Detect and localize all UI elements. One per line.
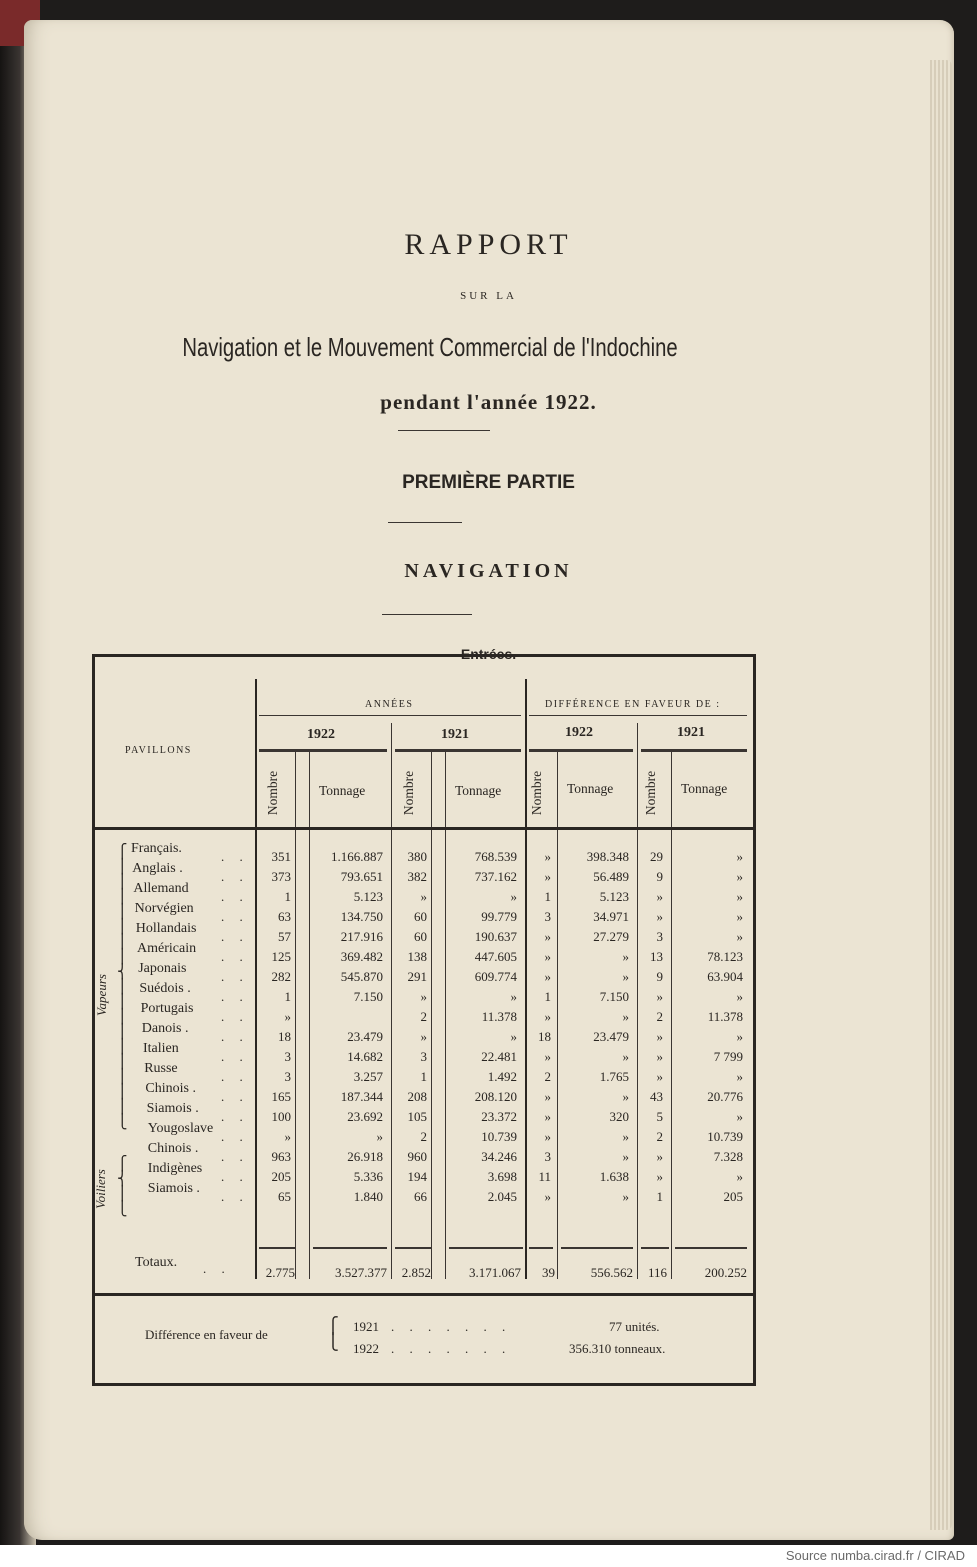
pavillon-name: Yougoslave [147, 1121, 214, 1136]
table-cell-t21: 99.779 [481, 909, 517, 924]
total-rule [675, 1247, 747, 1249]
table-cell-t21: 2.045 [487, 1189, 517, 1204]
table-cell-dn21: 2 [656, 1129, 663, 1144]
table-cell-dt21: » [736, 869, 743, 884]
table-cell-n22: 65 [278, 1189, 291, 1204]
table-cell-t22: 217.916 [340, 929, 383, 944]
diff-1921-header: 1921 [677, 725, 705, 740]
divider-2 [388, 522, 462, 523]
table-cell-dt21: » [736, 909, 743, 924]
pavillon-name: Portugais [140, 1001, 194, 1016]
pavillon-name: Danois . [141, 1021, 189, 1036]
totals-dots: . . [203, 1261, 231, 1276]
table-cell-dn21: » [656, 989, 663, 1004]
table-cell-dt21: 11.378 [707, 1009, 743, 1024]
total-n22: 2.775 [265, 1265, 295, 1280]
table-cell-n22: 1 [284, 989, 291, 1004]
leader-dots: . . [221, 1169, 249, 1184]
table-cell-dt22: » [622, 1149, 629, 1164]
difference-year-1922: 1922 [353, 1341, 379, 1356]
table-cell-dn22: » [544, 1189, 551, 1204]
table-cell-dt22: » [622, 969, 629, 984]
table-cell-t21: 208.120 [474, 1089, 517, 1104]
year-rule [529, 749, 633, 752]
year-1921-header: 1921 [441, 727, 469, 742]
table-cell-dt22: 398.348 [586, 849, 629, 864]
table-cell-n22: 165 [271, 1089, 291, 1104]
table-cell-n22: 351 [271, 849, 291, 864]
pavillon-name: Siamois . [146, 1101, 199, 1116]
year-rule [641, 749, 747, 752]
table-cell-t22: 23.479 [347, 1029, 383, 1044]
total-t22: 3.527.377 [335, 1265, 387, 1280]
table-cell-t22: 26.918 [347, 1149, 383, 1164]
leader-dots: . . [221, 989, 249, 1004]
pavillon-name: Italien [143, 1041, 179, 1056]
table-cell-n21: 960 [407, 1149, 427, 1164]
table-cell-n21: » [420, 889, 427, 904]
table-cell-dn21: 9 [656, 869, 663, 884]
leader-dots: . . . . . . . [391, 1319, 512, 1334]
divider-3 [382, 614, 472, 615]
divider-1 [398, 430, 490, 431]
table-cell-n22: 125 [271, 949, 291, 964]
table-cell-t21: » [510, 1029, 517, 1044]
table-cell-dt22: 1.638 [599, 1169, 629, 1184]
table-cell-t21: 768.539 [474, 849, 517, 864]
table-title: Entrées. [460, 646, 517, 662]
total-dt22: 556.562 [590, 1265, 633, 1280]
difference-header: DIFFÉRENCE EN FAVEUR DE : [545, 699, 721, 710]
leader-dots: . . [221, 1129, 249, 1144]
table-cell-dn22: » [544, 1109, 551, 1124]
table-cell-dn21: » [656, 909, 663, 924]
table-cell-dn22: » [544, 869, 551, 884]
table-cell-t22: » [376, 1129, 383, 1144]
pavillon-name: Américain [137, 941, 197, 956]
table-cell-dt21: 20.776 [707, 1089, 743, 1104]
table-cell-dt22: » [622, 1129, 629, 1144]
table-cell-dn21: » [656, 1069, 663, 1084]
table-cell-t22: 545.870 [340, 969, 383, 984]
report-title: RAPPORT [404, 228, 573, 261]
table-cell-n21: 66 [414, 1189, 427, 1204]
table-cell-dt22: 27.279 [593, 929, 629, 944]
table-cell-t21: » [510, 889, 517, 904]
table-cell-dn22: » [544, 1049, 551, 1064]
table-cell-dn21: » [656, 889, 663, 904]
table-cell-n22: 3 [284, 1049, 291, 1064]
table-cell-dt21: » [736, 1169, 743, 1184]
table-cell-t21: 190.637 [474, 929, 517, 944]
table-cell-t21: 3.698 [487, 1169, 517, 1184]
nombre-header: Nombre [529, 770, 545, 816]
total-n21: 2.852 [401, 1265, 431, 1280]
table-cell-dt22: » [622, 1189, 629, 1204]
table-cell-t21: 447.605 [474, 949, 517, 964]
table-cell-dn21: » [656, 1029, 663, 1044]
table-cell-t21: 22.481 [481, 1049, 517, 1064]
nombre-header: Nombre [401, 770, 417, 816]
table-cell-n22: 282 [271, 969, 291, 984]
pavillon-name: Japonais [138, 961, 187, 976]
table-cell-t22: 3.257 [353, 1069, 383, 1084]
table-cell-dn21: 43 [650, 1089, 663, 1104]
table-cell-n22: 373 [271, 869, 291, 884]
table-cell-t21: 23.372 [481, 1109, 517, 1124]
leader-dots: . . [221, 1189, 249, 1204]
leader-dots: . . [221, 1069, 249, 1084]
table-cell-dt21: 7 799 [713, 1049, 743, 1064]
table-cell-t22: 134.750 [340, 909, 383, 924]
leader-dots: . . [221, 1029, 249, 1044]
leader-dots: . . [221, 1009, 249, 1024]
table-cell-dt21: 7.328 [713, 1149, 743, 1164]
table-cell-t21: 10.739 [481, 1129, 517, 1144]
table-cell-dt21: » [736, 989, 743, 1004]
header-rule [95, 827, 753, 830]
table-cell-n21: » [420, 989, 427, 1004]
diff-1922-header: 1922 [565, 725, 593, 740]
table-cell-t21: » [510, 989, 517, 1004]
pavillon-name: Chinois . [147, 1141, 199, 1156]
table-cell-dn22: 1 [544, 889, 551, 904]
page-edges [930, 60, 952, 1530]
total-t21: 3.171.067 [469, 1265, 521, 1280]
table-cell-dn21: 5 [656, 1109, 663, 1124]
total-dn22: 39 [542, 1265, 555, 1280]
nombre-header: Nombre [265, 770, 281, 816]
table-cell-t22: 1.166.887 [331, 849, 383, 864]
table-cell-t22: 14.682 [347, 1049, 383, 1064]
total-dn21: 116 [647, 1265, 667, 1280]
table-cell-t22: 7.150 [353, 989, 383, 1004]
table-cell-dt21: » [736, 849, 743, 864]
table-cell-n21: 291 [407, 969, 427, 984]
table-cell-dn21: 2 [656, 1009, 663, 1024]
col-line [431, 751, 432, 1279]
year-rule [395, 749, 521, 752]
table-cell-dt22: » [622, 1009, 629, 1024]
table-cell-dt22: » [622, 1089, 629, 1104]
table-cell-dn21: » [656, 1169, 663, 1184]
table-cell-dn21: » [656, 1049, 663, 1064]
col-line [557, 751, 558, 1279]
table-cell-n22: 963 [271, 1149, 291, 1164]
entries-table [92, 654, 756, 1386]
leader-dots: . . [221, 889, 249, 904]
table-cell-dn22: » [544, 849, 551, 864]
table-cell-dt22: 5.123 [599, 889, 629, 904]
table-cell-dt21: » [736, 929, 743, 944]
pavillon-name: Chinois . [145, 1081, 196, 1096]
leader-dots: . . [221, 949, 249, 964]
table-cell-t22: 369.482 [340, 949, 383, 964]
table-cell-t22: 5.123 [353, 889, 383, 904]
table-cell-dt22: 56.489 [593, 869, 629, 884]
table-cell-n21: 60 [414, 929, 427, 944]
tonnage-header: Tonnage [455, 783, 502, 798]
table-cell-n22: 1 [284, 889, 291, 904]
leader-dots: . . [221, 969, 249, 984]
table-cell-dn22: 11 [538, 1169, 551, 1184]
table-cell-n21: 194 [407, 1169, 427, 1184]
table-cell-dn22: » [544, 949, 551, 964]
total-rule [449, 1247, 523, 1249]
table-cell-n22: 18 [278, 1029, 291, 1044]
table-cell-dt21: » [736, 889, 743, 904]
table-cell-dn22: 3 [544, 909, 551, 924]
table-cell-t21: 609.774 [474, 969, 517, 984]
leader-dots: . . [221, 909, 249, 924]
table-cell-n22: » [284, 1129, 291, 1144]
table-cell-t22: 23.692 [347, 1109, 383, 1124]
table-cell-t21: 1.492 [487, 1069, 517, 1084]
nombre-header: Nombre [643, 770, 659, 816]
brace-line [259, 715, 521, 716]
table-cell-dt21: 78.123 [707, 949, 743, 964]
table-cell-dn21: 29 [650, 849, 663, 864]
table-cell-n22: 63 [278, 909, 291, 924]
total-rule [259, 1247, 295, 1249]
report-subtitle: Navigation et le Mouvement Commercial de l'Indochine [182, 332, 678, 362]
total-rule [641, 1247, 669, 1249]
table-cell-dn21: 1 [656, 1189, 663, 1204]
voiliers-label: Voiliers [92, 1169, 108, 1209]
table-cell-n22: 205 [271, 1169, 291, 1184]
table-cell-n21: 105 [407, 1109, 427, 1124]
total-rule [395, 1247, 431, 1249]
report-period: pendant l'année 1922. [380, 390, 597, 414]
table-cell-dt22: 320 [609, 1109, 629, 1124]
table-cell-dt22: 23.479 [593, 1029, 629, 1044]
pavillon-name: Norvégien [134, 901, 194, 916]
leader-dots: . . . . . . . [391, 1341, 512, 1356]
table-cell-t21: 737.162 [474, 869, 517, 884]
table-cell-dt21: » [736, 1069, 743, 1084]
leader-dots: . . [221, 1049, 249, 1064]
table-cell-dn21: 9 [656, 969, 663, 984]
table-cell-dn22: » [544, 1089, 551, 1104]
table-cell-n21: 2 [420, 1129, 427, 1144]
table-cell-dt22: 1.765 [599, 1069, 629, 1084]
leader-dots: . . [221, 1149, 249, 1164]
total-rule [529, 1247, 553, 1249]
table-cell-dn22: » [544, 929, 551, 944]
year-1922-header: 1922 [307, 727, 335, 742]
table-cell-dn21: » [656, 1149, 663, 1164]
voiliers-brace: ⎧ ⎨ ⎪ ⎩ [117, 1157, 128, 1217]
table-cell-dt22: » [622, 1049, 629, 1064]
difference-label: Différence en faveur de [145, 1327, 268, 1342]
table-cell-dn22: 3 [544, 1149, 551, 1164]
table-cell-dt22: 7.150 [599, 989, 629, 1004]
section-heading: NAVIGATION [404, 560, 573, 582]
table-cell-t21: 34.246 [481, 1149, 517, 1164]
leader-dots: . . [221, 929, 249, 944]
pavillon-name: Français. [131, 841, 182, 856]
table-cell-dt21: 10.739 [707, 1129, 743, 1144]
table-cell-dt22: 34.971 [593, 909, 629, 924]
table-cell-dn22: » [544, 1129, 551, 1144]
table-cell-dn22: 2 [544, 1069, 551, 1084]
annees-header: ANNÉES [365, 699, 414, 710]
col-line [295, 751, 296, 1279]
pavillon-name: Russe [144, 1061, 178, 1076]
table-cell-dn22: 18 [538, 1029, 551, 1044]
table-cell-dn21: 3 [656, 929, 663, 944]
table-cell-n21: 2 [420, 1009, 427, 1024]
pavillon-name: Siamois . [147, 1181, 200, 1196]
brace-line [529, 715, 747, 716]
col-line [391, 723, 392, 1279]
table-cell-n22: 3 [284, 1069, 291, 1084]
pavillon-name: Suédois . [139, 981, 191, 996]
table-cell-n22: » [284, 1009, 291, 1024]
source-footer [0, 1545, 977, 1567]
pavillon-name: Indigènes [147, 1161, 203, 1176]
source-credit: Source numba.cirad.fr / CIRAD [785, 1548, 965, 1563]
table-cell-n21: 3 [420, 1049, 427, 1064]
table-cell-t22: 187.344 [340, 1089, 383, 1104]
leader-dots: . . [221, 1089, 249, 1104]
tonnage-header: Tonnage [567, 781, 614, 796]
vapeurs-label: Vapeurs [93, 974, 109, 1016]
table-cell-dt21: 205 [723, 1189, 743, 1204]
pavillons-header: PAVILLONS [125, 745, 192, 756]
table-cell-n21: » [420, 1029, 427, 1044]
table-cell-dt21: » [736, 1109, 743, 1124]
difference-year-1921: 1921 [353, 1319, 379, 1334]
table-cell-n21: 138 [407, 949, 427, 964]
difference-value-1921: 77 unités. [609, 1319, 660, 1334]
table-cell-n21: 60 [414, 909, 427, 924]
part-heading: PREMIÈRE PARTIE [402, 472, 575, 493]
table-cell-dt21: » [736, 1029, 743, 1044]
total-dt21: 200.252 [704, 1265, 747, 1280]
leader-dots: . . [221, 849, 249, 864]
table-cell-n21: 382 [407, 869, 427, 884]
difference-brace: ⎧ ⎩ [327, 1318, 339, 1351]
col-line [637, 723, 638, 1279]
total-rule [561, 1247, 633, 1249]
leader-dots: . . [221, 869, 249, 884]
footer-rule [95, 1293, 753, 1296]
year-rule [259, 749, 387, 752]
table-cell-dn22: » [544, 1009, 551, 1024]
tonnage-header: Tonnage [681, 781, 728, 796]
table-cell-n21: 1 [420, 1069, 427, 1084]
difference-value-1922: 356.310 tonneaux. [569, 1341, 666, 1356]
table-cell-dn21: 13 [650, 949, 663, 964]
table-cell-dn22: » [544, 969, 551, 984]
total-rule [313, 1247, 387, 1249]
vapeurs-brace: ⎧ ⎪ ⎪ ⎪ ⎪ ⎪ ⎪ ⎪ ⎨ ⎪ ⎪ ⎪ ⎪ ⎪ ⎪ ⎪ ⎪ ⎪ ⎩ [117, 845, 128, 1130]
totals-label: Totaux. [135, 1255, 178, 1270]
pavillon-name: Hollandais [135, 921, 197, 936]
table-cell-t22: 5.336 [353, 1169, 383, 1184]
table-cell-n22: 57 [278, 929, 291, 944]
pavillon-name: Anglais . [132, 861, 183, 876]
table-cell-n21: 380 [407, 849, 427, 864]
table-cell-n22: 100 [271, 1109, 291, 1124]
pavillon-name: Allemand [133, 881, 189, 896]
tonnage-header: Tonnage [319, 783, 366, 798]
table-cell-n21: 208 [407, 1089, 427, 1104]
leader-dots: . . [221, 1109, 249, 1124]
table-cell-dn22: 1 [544, 989, 551, 1004]
col-line [671, 751, 672, 1279]
table-cell-dt21: 63.904 [707, 969, 743, 984]
sur-la: SUR LA [460, 290, 517, 302]
table-cell-dt22: » [622, 949, 629, 964]
table-cell-t22: 1.840 [353, 1189, 383, 1204]
table-cell-t21: 11.378 [481, 1009, 517, 1024]
table-cell-t22: 793.651 [340, 869, 383, 884]
